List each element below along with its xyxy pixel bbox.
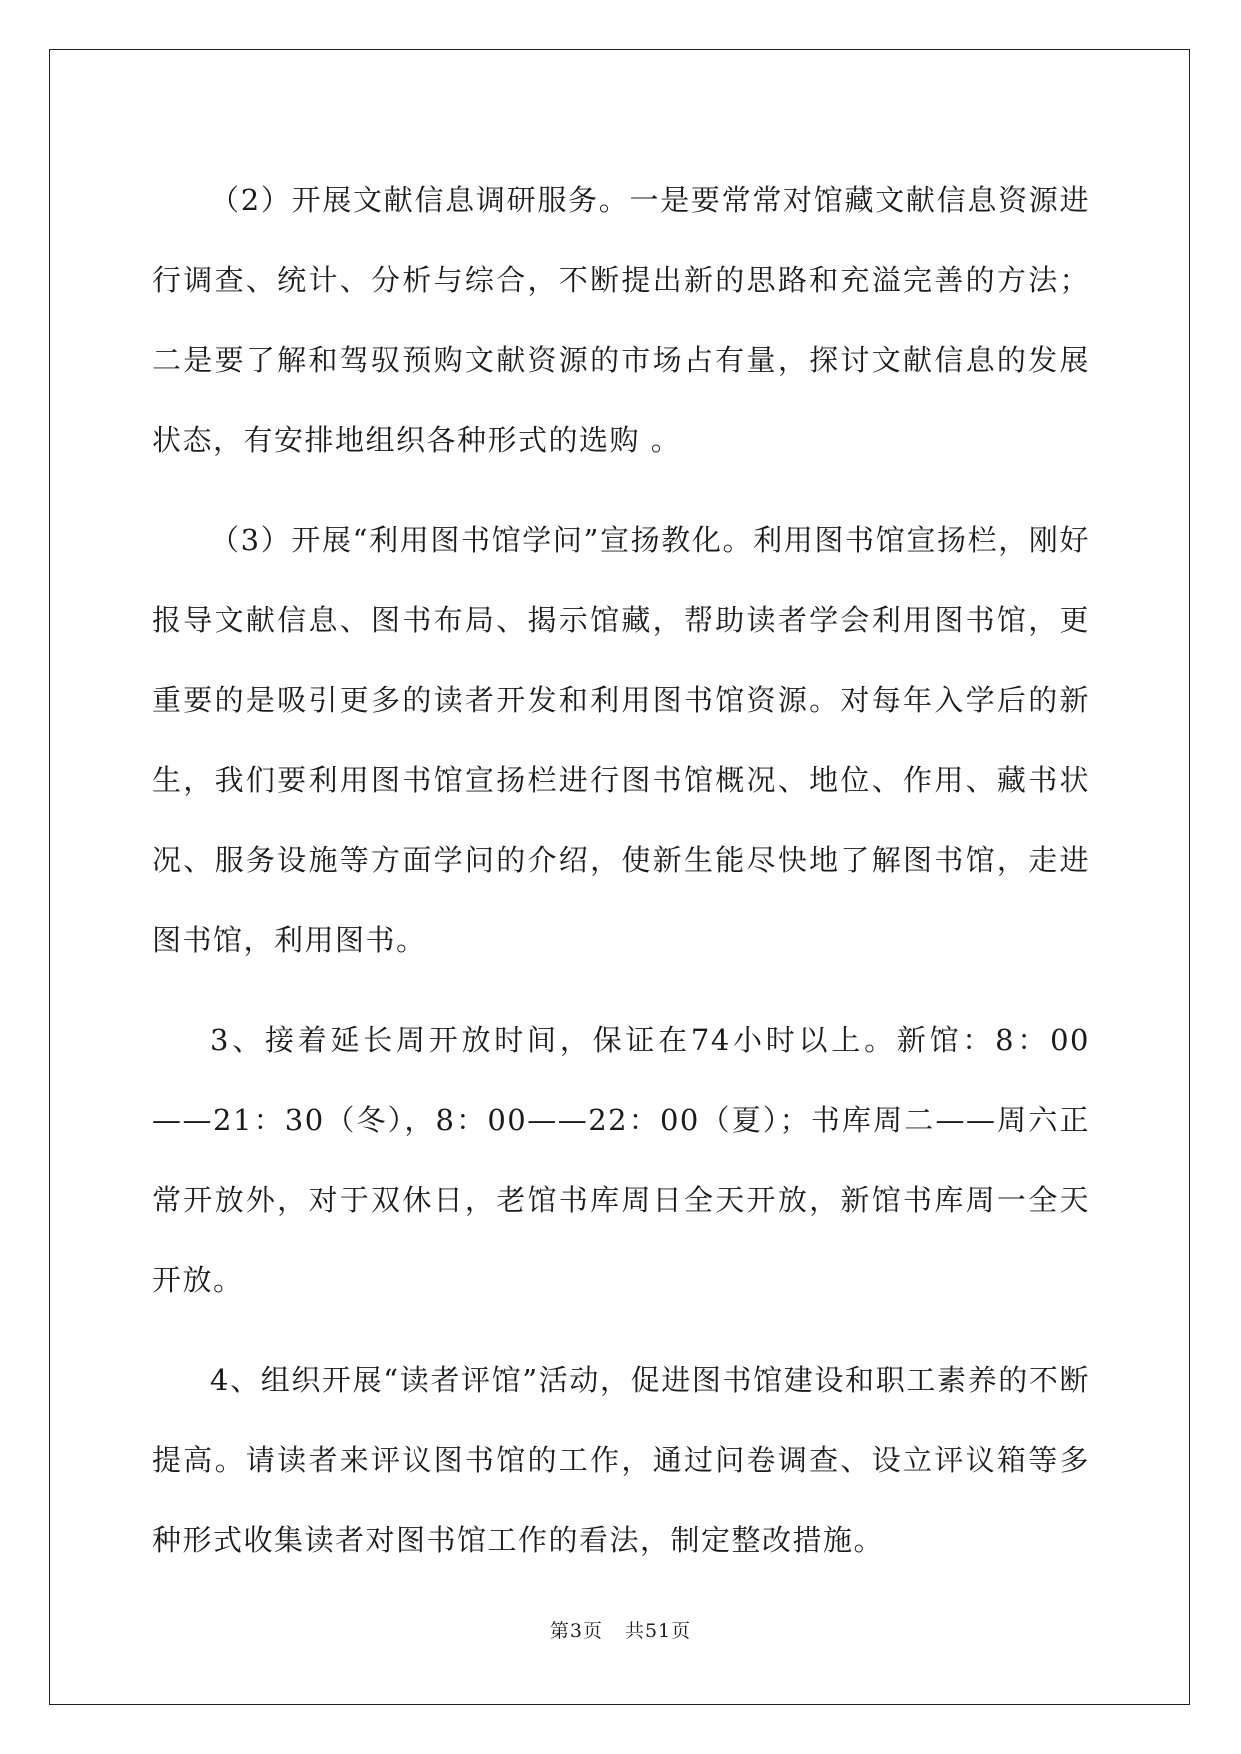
total-pages: 共51页 bbox=[624, 1620, 692, 1642]
page-number: 第3页 bbox=[549, 1620, 603, 1642]
paragraph: 4、组织开展“读者评馆”活动，促进图书馆建设和职工素养的不断提高。请读者来评议图书馆的工作，通过问卷调查、设立评议箱等多种形式收集读者对图书馆工作的看法，制定整改措施。 bbox=[152, 1363, 1090, 1557]
paragraph: （3）开展“利用图书馆学问”宣扬教化。利用图书馆宣扬栏，刚好报导文献信息、图书布局、揭示馆藏，帮助读者学会利用图书馆，更重要的是吸引更多的读者开发和利用图书馆资源。对每年入学后的新生，我们要利用图书馆宣扬栏进行图书馆概况、地位、作用、藏书状况、服务设施等方面学问的介绍，使新生能尽快地了解图书馆，走进图书馆，利用图书。 bbox=[152, 523, 1090, 957]
page-footer bbox=[0, 1616, 1241, 1643]
document-body bbox=[152, 160, 1090, 1600]
paragraph: （2）开展文献信息调研服务。一是要常常对馆藏文献信息资源进行调查、统计、分析与综合，不断提出新的思路和充溢完善的方法；二是要了解和驾驭预购文献资源的市场占有量，探讨文献信息的发展状态，有安排地组织各种形式的选购 。 bbox=[152, 183, 1090, 457]
paragraph: 3、接着延长周开放时间，保证在74小时以上。新馆：8：00——21：30（冬），8：00——22：00（夏）；书库周二——周六正常开放外，对于双休日，老馆书库周日全天开放，新馆书库周一全天开放。 bbox=[152, 1023, 1090, 1297]
